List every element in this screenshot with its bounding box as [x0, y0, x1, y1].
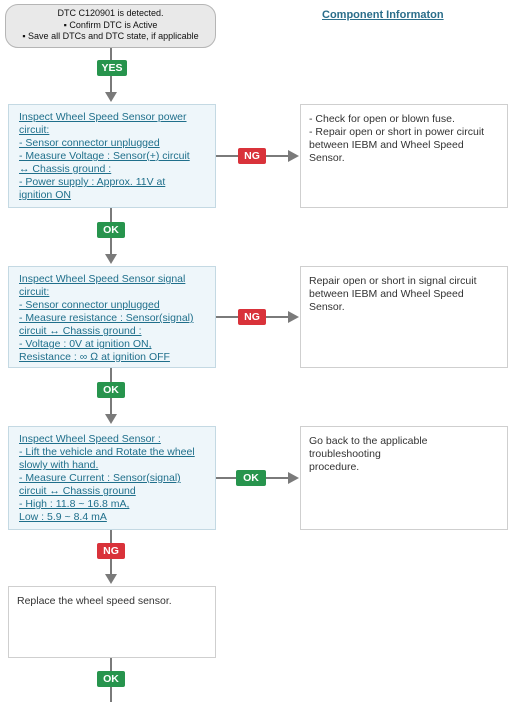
step-line: - Measure Voltage : Sensor(+) circuit: [19, 150, 190, 162]
connector-line: [110, 398, 112, 414]
step-line: Low : 5.9 ~ 8.4 mA: [19, 511, 107, 523]
yes-badge: YES: [97, 60, 127, 76]
step-line: - Measure Current : Sensor(signal): [19, 472, 181, 484]
result-repair-signal-circuit: [300, 266, 508, 368]
connector-line: [110, 48, 112, 60]
step-line: ↔ Chassis ground :: [19, 163, 112, 175]
step-line: circuit:: [19, 124, 50, 136]
result-go-back: [300, 426, 508, 530]
result-line: between IEBM and Wheel Speed: [309, 139, 464, 151]
result-line: Sensor.: [309, 301, 345, 313]
step-line: - Power supply : Approx. 11V at: [19, 176, 166, 188]
ok-badge: OK: [97, 671, 125, 687]
connector-line: [110, 208, 112, 222]
arrow-right: [288, 311, 299, 323]
connector-line: [110, 368, 112, 382]
step-line: Resistance : ∞ Ω at ignition OFF: [19, 351, 170, 363]
step-line: - Voltage : 0V at ignition ON,: [19, 338, 152, 350]
connector-line: [266, 316, 288, 318]
step-line: circuit ↔ Chassis ground: [19, 485, 136, 497]
ok-badge: OK: [97, 382, 125, 398]
step-line: - Lift the vehicle and Rotate the wheel: [19, 446, 195, 458]
connector-line: [110, 530, 112, 543]
result-line: Repair open or short in signal circuit: [309, 275, 477, 287]
connector-line: [216, 316, 238, 318]
step-inspect-power-circuit[interactable]: [8, 104, 216, 208]
step-replace-sensor: [8, 586, 216, 658]
connector-line: [216, 155, 238, 157]
connector-line: [216, 477, 236, 479]
result-line: procedure.: [309, 461, 360, 473]
component-information-link[interactable]: Component Informaton: [322, 9, 444, 21]
arrow-down: [105, 574, 117, 584]
result-line: Go back to the applicable troubleshooting: [309, 435, 428, 460]
connector-line: [110, 658, 112, 671]
step-line: slowly with hand.: [19, 459, 99, 471]
step-line: circuit ↔ Chassis ground :: [19, 325, 142, 337]
connector-line: [266, 155, 288, 157]
start-node: [5, 4, 216, 48]
step-line: Inspect Wheel Speed Sensor :: [19, 433, 161, 445]
step-line: Inspect Wheel Speed Sensor signal: [19, 273, 186, 285]
start-line-3: ▪ Save all DTCs and DTC state, if applicable: [22, 31, 199, 41]
arrow-down: [105, 254, 117, 264]
step-line: - Sensor connector unplugged: [19, 299, 160, 311]
result-line: - Check for open or blown fuse.: [309, 113, 455, 125]
result-line: Replace the wheel speed sensor.: [17, 595, 172, 607]
ok-badge: OK: [236, 470, 266, 486]
start-line-2: ▪ Confirm DTC is Active: [63, 19, 158, 30]
arrow-right: [288, 150, 299, 162]
step-line: - Sensor connector unplugged: [19, 137, 160, 149]
result-line: - Repair open or short in power circuit: [309, 126, 485, 138]
result-line: between IEBM and Wheel Speed: [309, 288, 464, 300]
step-line: circuit:: [19, 286, 50, 298]
step-line: Inspect Wheel Speed Sensor power: [19, 111, 187, 123]
step-inspect-sensor[interactable]: [8, 426, 216, 530]
connector-line: [110, 238, 112, 254]
ng-badge: NG: [238, 309, 266, 325]
ok-badge: OK: [97, 222, 125, 238]
arrow-down: [105, 92, 117, 102]
step-line: - High : 11.8 ~ 16.8 mA,: [19, 498, 130, 510]
arrow-down: [105, 414, 117, 424]
result-line: Sensor.: [309, 152, 345, 164]
start-line-1: DTC C120901 is detected.: [57, 8, 164, 18]
connector-line: [110, 76, 112, 92]
connector-line: [266, 477, 288, 479]
step-line: ignition ON: [19, 189, 71, 201]
step-line: - Measure resistance : Sensor(signal): [19, 312, 194, 324]
result-check-fuse: [300, 104, 508, 208]
ng-badge: NG: [97, 543, 125, 559]
arrow-right: [288, 472, 299, 484]
ng-badge: NG: [238, 148, 266, 164]
connector-line: [110, 687, 112, 702]
connector-line: [110, 559, 112, 574]
step-inspect-signal-circuit[interactable]: [8, 266, 216, 368]
